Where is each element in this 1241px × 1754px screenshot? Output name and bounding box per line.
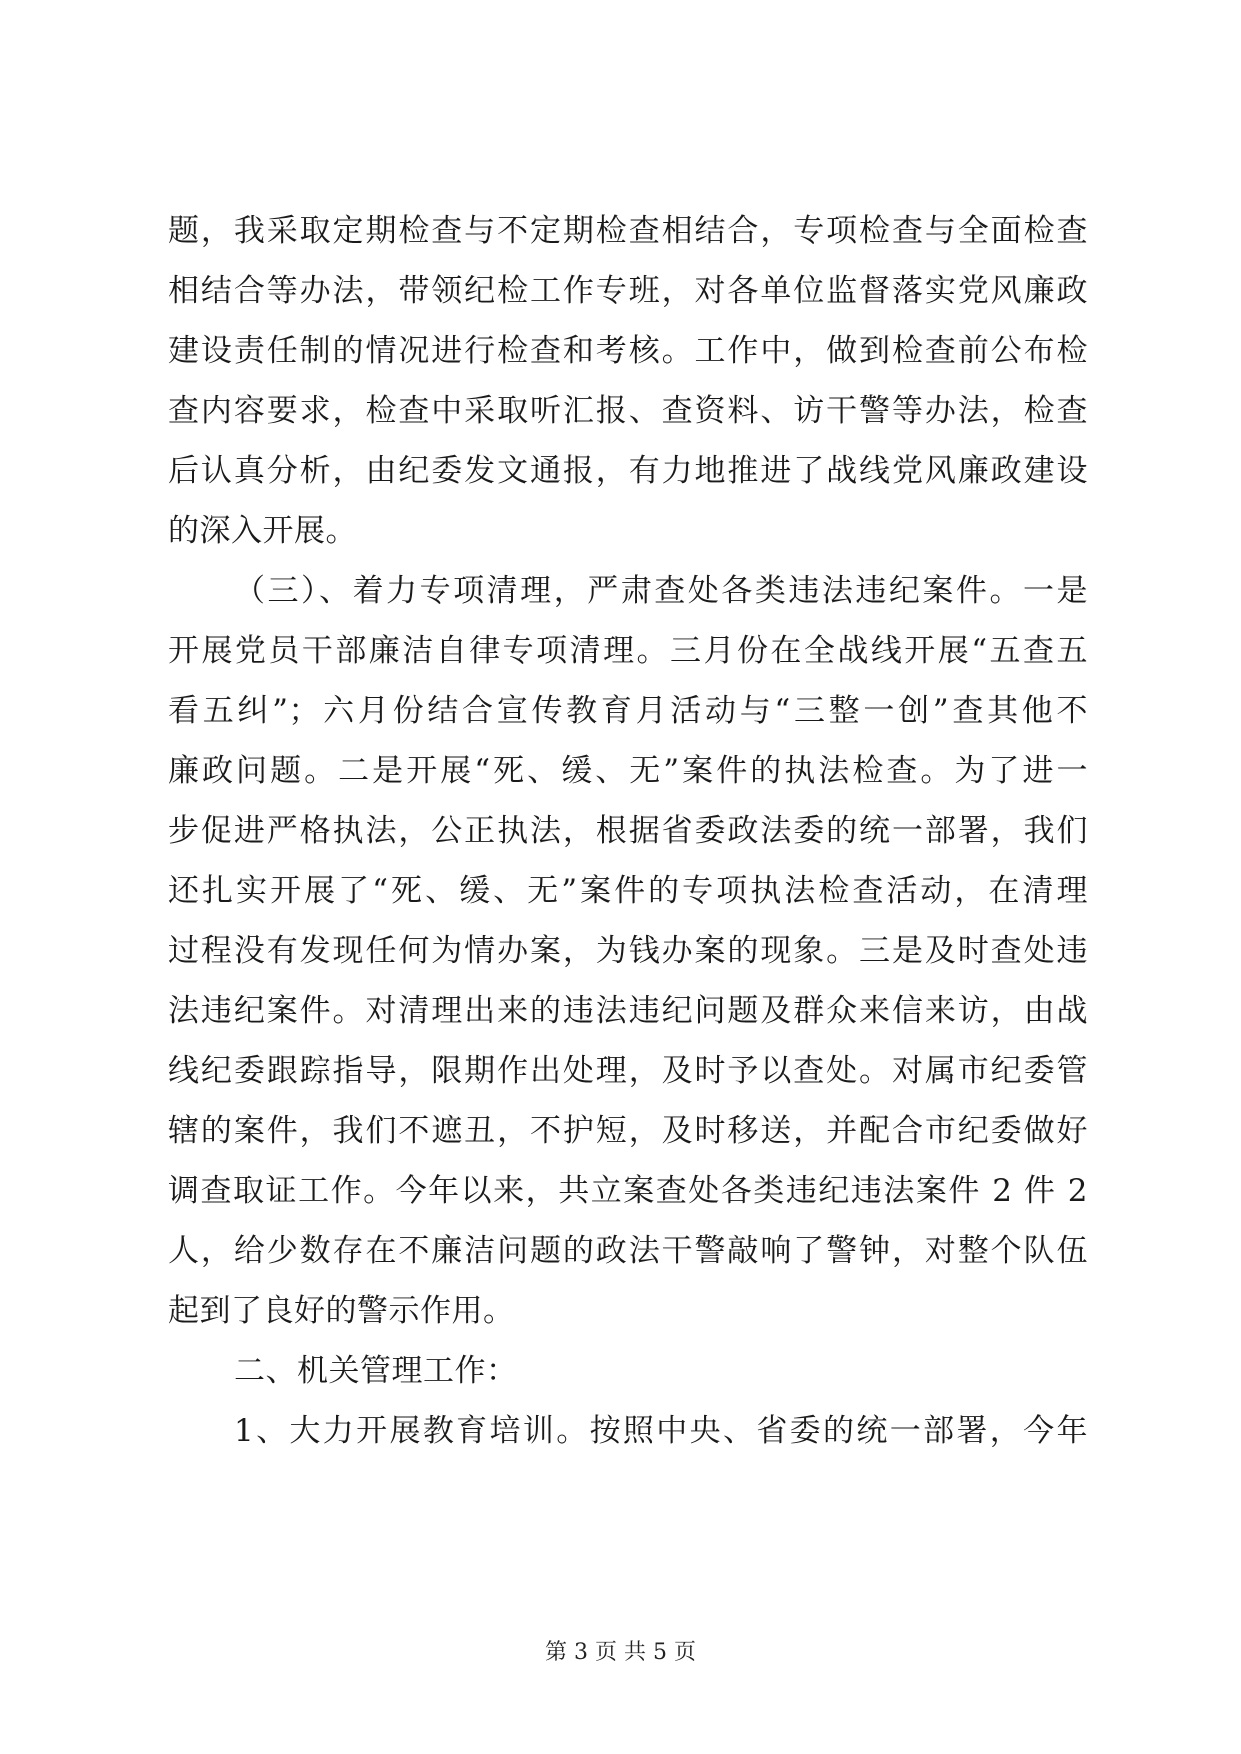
- body-line: 人，给少数存在不廉洁问题的政法干警敲响了警钟，对整个队伍: [168, 1233, 1088, 1269]
- body-line: 1、大力开展教育培训。按照中央、省委的统一部署，今年: [234, 1413, 1088, 1449]
- body-line: 相结合等办法，带领纪检工作专班，对各单位监督落实党风廉政: [168, 273, 1088, 309]
- body-line: 调查取证工作。今年以来，共立案查处各类违纪违法案件 2 件 2: [168, 1173, 1088, 1209]
- body-line: 法违纪案件。对清理出来的违法违纪问题及群众来信来访，由战: [168, 993, 1088, 1029]
- section-heading: 二、机关管理工作：: [234, 1353, 518, 1389]
- body-line: 起到了良好的警示作用。: [168, 1293, 515, 1329]
- body-line: 辖的案件，我们不遮丑，不护短，及时移送，并配合市纪委做好: [168, 1113, 1088, 1149]
- body-line: 查内容要求，检查中采取听汇报、查资料、访干警等办法，检查: [168, 393, 1088, 429]
- body-line: 线纪委跟踪指导，限期作出处理，及时予以查处。对属市纪委管: [168, 1053, 1088, 1089]
- body-line: 步促进严格执法，公正执法，根据省委政法委的统一部署，我们: [168, 813, 1088, 849]
- body-line: 题，我采取定期检查与不定期检查相结合，专项检查与全面检查: [168, 213, 1088, 249]
- body-line: 还扎实开展了“死、缓、无”案件的专项执法检查活动，在清理: [168, 873, 1088, 909]
- page-number: 第 3 页 共 5 页: [545, 1640, 696, 1665]
- body-line: 的深入开展。: [168, 513, 357, 549]
- body-line: 过程没有发现任何为情办案，为钱办案的现象。三是及时查处违: [168, 933, 1088, 969]
- body-line: 建设责任制的情况进行检查和考核。工作中，做到检查前公布检: [168, 333, 1088, 369]
- body-line: 后认真分析，由纪委发文通报，有力地推进了战线党风廉政建设: [168, 453, 1088, 489]
- paragraph-heading-line: （三）、着力专项清理，严肃查处各类违法违纪案件。一是: [234, 573, 1088, 609]
- body-line: 看五纠”；六月份结合宣传教育月活动与“三整一创”查其他不: [168, 693, 1088, 729]
- body-line: 开展党员干部廉洁自律专项清理。三月份在全战线开展“五查五: [168, 633, 1088, 669]
- body-line: 廉政问题。二是开展“死、缓、无”案件的执法检查。为了进一: [168, 753, 1088, 789]
